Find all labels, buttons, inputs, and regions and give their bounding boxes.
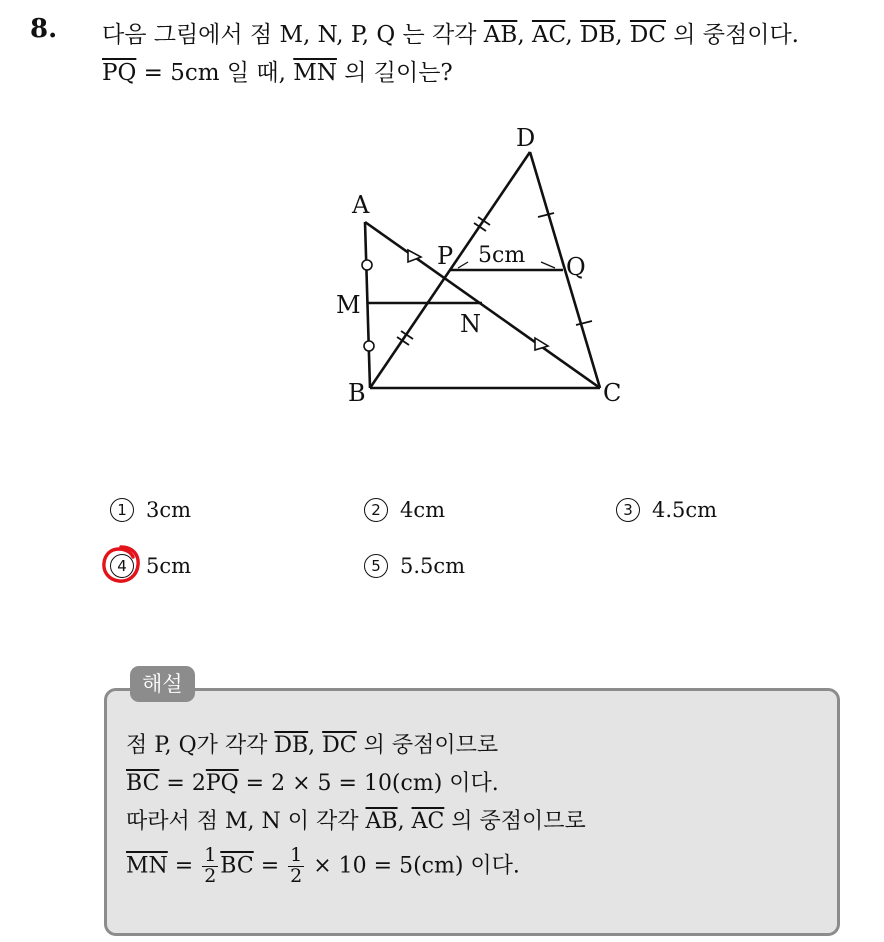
choice-5-text: 5.5cm bbox=[400, 554, 466, 578]
choice-3-text: 4.5cm bbox=[652, 498, 718, 522]
choice-2-mark: 2 bbox=[364, 498, 388, 522]
question-number: 8. bbox=[30, 14, 58, 44]
solution-line-4: $\overline{MN}$ = $\frac{1}{2}$ $\overline{BC}$ = $\frac{1}{2}$ × 10 = 5(cm) 이다. bbox=[126, 844, 520, 887]
segment-ac: $\overline{AC}$ bbox=[531, 22, 566, 48]
solution-line-3: 따라서 점 M, N 이 각각 $\overline{AB}$, $\overline{AC}$ 의 중점이므로 bbox=[126, 809, 586, 834]
label-m: M bbox=[336, 291, 361, 319]
choice-5-mark: 5 bbox=[364, 554, 388, 578]
dimension-arrow-right bbox=[541, 262, 555, 268]
label-q: Q bbox=[566, 253, 586, 281]
choice-3[interactable] bbox=[616, 498, 717, 522]
length-label: 5cm bbox=[478, 243, 526, 268]
segment-db: $\overline{DB}$ bbox=[579, 22, 616, 48]
segment-dc: $\overline{DC}$ bbox=[629, 22, 666, 48]
dimension-arrow-left bbox=[458, 262, 468, 268]
choice-4-mark: 4 bbox=[110, 554, 134, 578]
tick-circle-mb bbox=[364, 341, 374, 351]
question-text-line1: 다음 그림에서 점 M, N, P, Q 는 각각 $\overline{AB}$, $\overline{AC}$, $\overline{DB}$, $\overline{DC}$ 의 중점이다. bbox=[102, 22, 799, 48]
tick-circle-am bbox=[362, 260, 372, 270]
choice-1-text: 3cm bbox=[146, 498, 192, 522]
label-a: A bbox=[352, 191, 370, 219]
choice-2-text: 4cm bbox=[400, 498, 446, 522]
segment-mn: $\overline{MN}$ bbox=[293, 60, 337, 86]
segment-ab-line bbox=[365, 222, 370, 388]
fraction-one-half-b: $\frac{1}{2}$ bbox=[290, 844, 303, 887]
choice-1[interactable] bbox=[110, 498, 191, 522]
segment-pq: $\overline{PQ}$ bbox=[102, 60, 137, 86]
choice-3-mark: 3 bbox=[616, 498, 640, 522]
label-n: N bbox=[460, 310, 481, 338]
question-text-line2: $\overline{PQ} = 5cm$ 일 때, $\overline{MN}$ 의 길이는? bbox=[102, 60, 453, 86]
choice-5[interactable] bbox=[364, 554, 465, 578]
label-p: P bbox=[437, 242, 454, 270]
segment-ab: $\overline{AB}$ bbox=[483, 22, 518, 48]
solution-line-1: 점 P, Q가 각각 $\overline{DB}$, $\overline{DC}$ 의 중점이므로 bbox=[126, 733, 499, 758]
label-d: D bbox=[516, 124, 536, 152]
triangle-figure bbox=[330, 118, 640, 418]
tick-triangle-nc bbox=[535, 338, 548, 350]
choice-1-mark: 1 bbox=[110, 498, 134, 522]
choice-4-text: 5cm bbox=[146, 554, 192, 578]
label-c: C bbox=[603, 379, 622, 407]
tick-single-dq bbox=[538, 213, 554, 217]
selected-answer-circle bbox=[101, 544, 141, 584]
solution-tag: 해설 bbox=[130, 666, 195, 702]
solution-line-2: $\overline{BC} = 2\overline{PQ} = 2 \times 5 = 10(cm)$ 이다. bbox=[126, 771, 499, 796]
label-b: B bbox=[348, 379, 366, 407]
tick-single-qc bbox=[576, 321, 592, 325]
fraction-one-half-a: $\frac{1}{2}$ bbox=[204, 844, 217, 887]
choice-2[interactable] bbox=[364, 498, 445, 522]
